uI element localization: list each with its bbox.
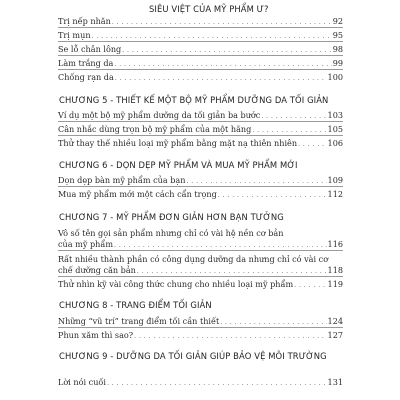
toc-chapter-7 [58,279,343,290]
toc-entry-page: 112 [327,189,343,199]
leader-dots [115,72,327,84]
toc-entry[interactable] [58,175,343,186]
divider [58,327,343,328]
toc-entry-title-line[interactable]: Vô số tên gọi sản phẩm nhưng chỉ có vài hệ nền cơ bản [58,228,284,238]
toc-entry[interactable] [58,124,343,135]
toc-entry-title: Làm trắng da [58,58,114,68]
section-heading: SIÊU VIỆT CỦA MỸ PHẨM Ư? [149,4,269,14]
toc-entry-title: Thử nhìn kỹ vài công thức chung cho nhiều loại mỹ phẩm [58,279,294,289]
toc-entry-title: Ví dụ một bộ mỹ phẩm dưỡng da tối giản ba bước [58,110,261,120]
toc-entry-title: Cân nhắc dùng trọn bộ mỹ phẩm của một hãng [58,124,252,134]
toc-entry-title: Phun xăm thì sao? [58,330,134,340]
toc-entry-title: Dọn dẹp bàn mỹ phẩm của bạn [58,175,186,185]
toc-entry-page: 119 [327,279,343,289]
toc-entry-title: Chống rạn da [58,72,114,82]
toc-entry-title: Thử thay thế nhiều loại mỹ phẩm bằng mặt nạ thiên nhiên [58,138,298,148]
divider [58,135,343,136]
toc-entry-title: chế dưỡng căn bản [58,265,136,275]
divider [58,27,343,28]
divider [58,55,343,56]
toc-entry[interactable] [58,138,343,149]
toc-entry[interactable] [58,44,343,55]
toc-entry[interactable] [58,72,343,83]
toc-chapter-6 [58,175,343,186]
chapter-heading: CHƯƠNG 7 - MỸ PHẨM ĐƠN GIẢN HƠN BẠN TƯỞNG [59,212,284,222]
toc-entry-page: 105 [327,124,343,134]
toc-entry-page: 124 [327,316,343,326]
toc-group-0 [58,30,343,41]
chapter-heading: CHƯƠNG 9 - DƯỠNG DA TỐI GIẢN GIÚP BẢO VỆ MÔI TRƯỜNG [59,351,327,361]
toc-entry-page: 103 [327,110,343,120]
chapter-heading: CHƯƠNG 6 - DỌN DẸP MỸ PHẨM VÀ MUA MỸ PHẨM MỚI [59,160,298,170]
toc-chapter-5 [58,138,343,149]
toc-chapter-5 [58,110,343,121]
toc-entry-title: Những “vũ trí” trang điểm tối cần thiết [58,316,220,326]
toc-chapter-7 [58,254,343,276]
toc-chapter-8 [58,316,343,327]
toc-entry-page: 92 [332,16,343,26]
toc-entry-title-line[interactable]: Rất nhiều thành phần có công dụng dưỡng da nhưng chỉ có vài cơ [58,254,329,264]
toc-entry[interactable] [58,189,343,200]
toc-entry-page: 106 [327,138,343,148]
toc-entry-page: 109 [327,175,343,185]
toc-entry[interactable] [58,58,343,69]
toc-entry-page: 131 [327,377,343,387]
toc-group-0 [58,58,343,69]
leader-dots [298,138,326,150]
toc-entry[interactable] [58,377,343,388]
chapter-heading: CHƯƠNG 5 - THIẾT KẾ MỘT BỘ MỸ PHẨM DƯỠNG DA TỐI GIẢN [59,95,329,105]
divider [58,276,343,277]
toc-entry-title: Lời nói cuối [58,377,106,387]
toc-entry[interactable] [58,330,343,341]
divider [58,186,343,187]
toc-entry[interactable] [58,30,343,41]
leader-dots [107,377,327,389]
toc-entry-page: 98 [332,44,343,54]
toc-group-0 [58,44,343,55]
toc-entry[interactable] [58,265,343,276]
toc-entry[interactable] [58,279,343,290]
toc-chapter-5 [58,124,343,135]
toc-entry-title: Trị nếp nhăn [58,16,111,26]
toc-entry[interactable] [58,239,343,250]
leader-dots [294,279,326,291]
toc-chapter-6 [58,189,343,200]
toc-entry-page: 95 [332,30,343,40]
toc-entry-page: 118 [327,265,343,275]
chapter-heading: CHƯƠNG 8 - TRANG ĐIỂM TỐI GIẢN [59,300,212,310]
toc-entry-page: 99 [332,58,343,68]
toc-entry-page: 100 [327,72,343,82]
toc-chapter-8 [58,330,343,341]
divider [58,250,343,251]
toc-entry[interactable] [58,110,343,121]
divider [58,121,343,122]
leader-dots [134,330,326,342]
toc-chapter-7 [58,228,343,250]
toc-entry-title: Trị mụn [58,30,91,40]
table-of-contents [58,0,343,400]
toc-entry-page: 116 [327,239,343,249]
toc-group-0 [58,72,343,83]
toc-entry-title: Se lỗ chân lông [58,44,122,54]
toc-entry[interactable] [58,16,343,27]
divider [58,41,343,42]
toc-entry[interactable] [58,316,343,327]
divider [58,69,343,70]
toc-entry-title: Mua mỹ phẩm mới một cách cẩn trọng [58,189,217,199]
toc-entry-title: của mỹ phẩm [58,239,113,249]
toc-entry-page: 127 [327,330,343,340]
toc-group-0 [58,16,343,27]
toc-closing [58,377,343,388]
leader-dots [218,189,327,201]
